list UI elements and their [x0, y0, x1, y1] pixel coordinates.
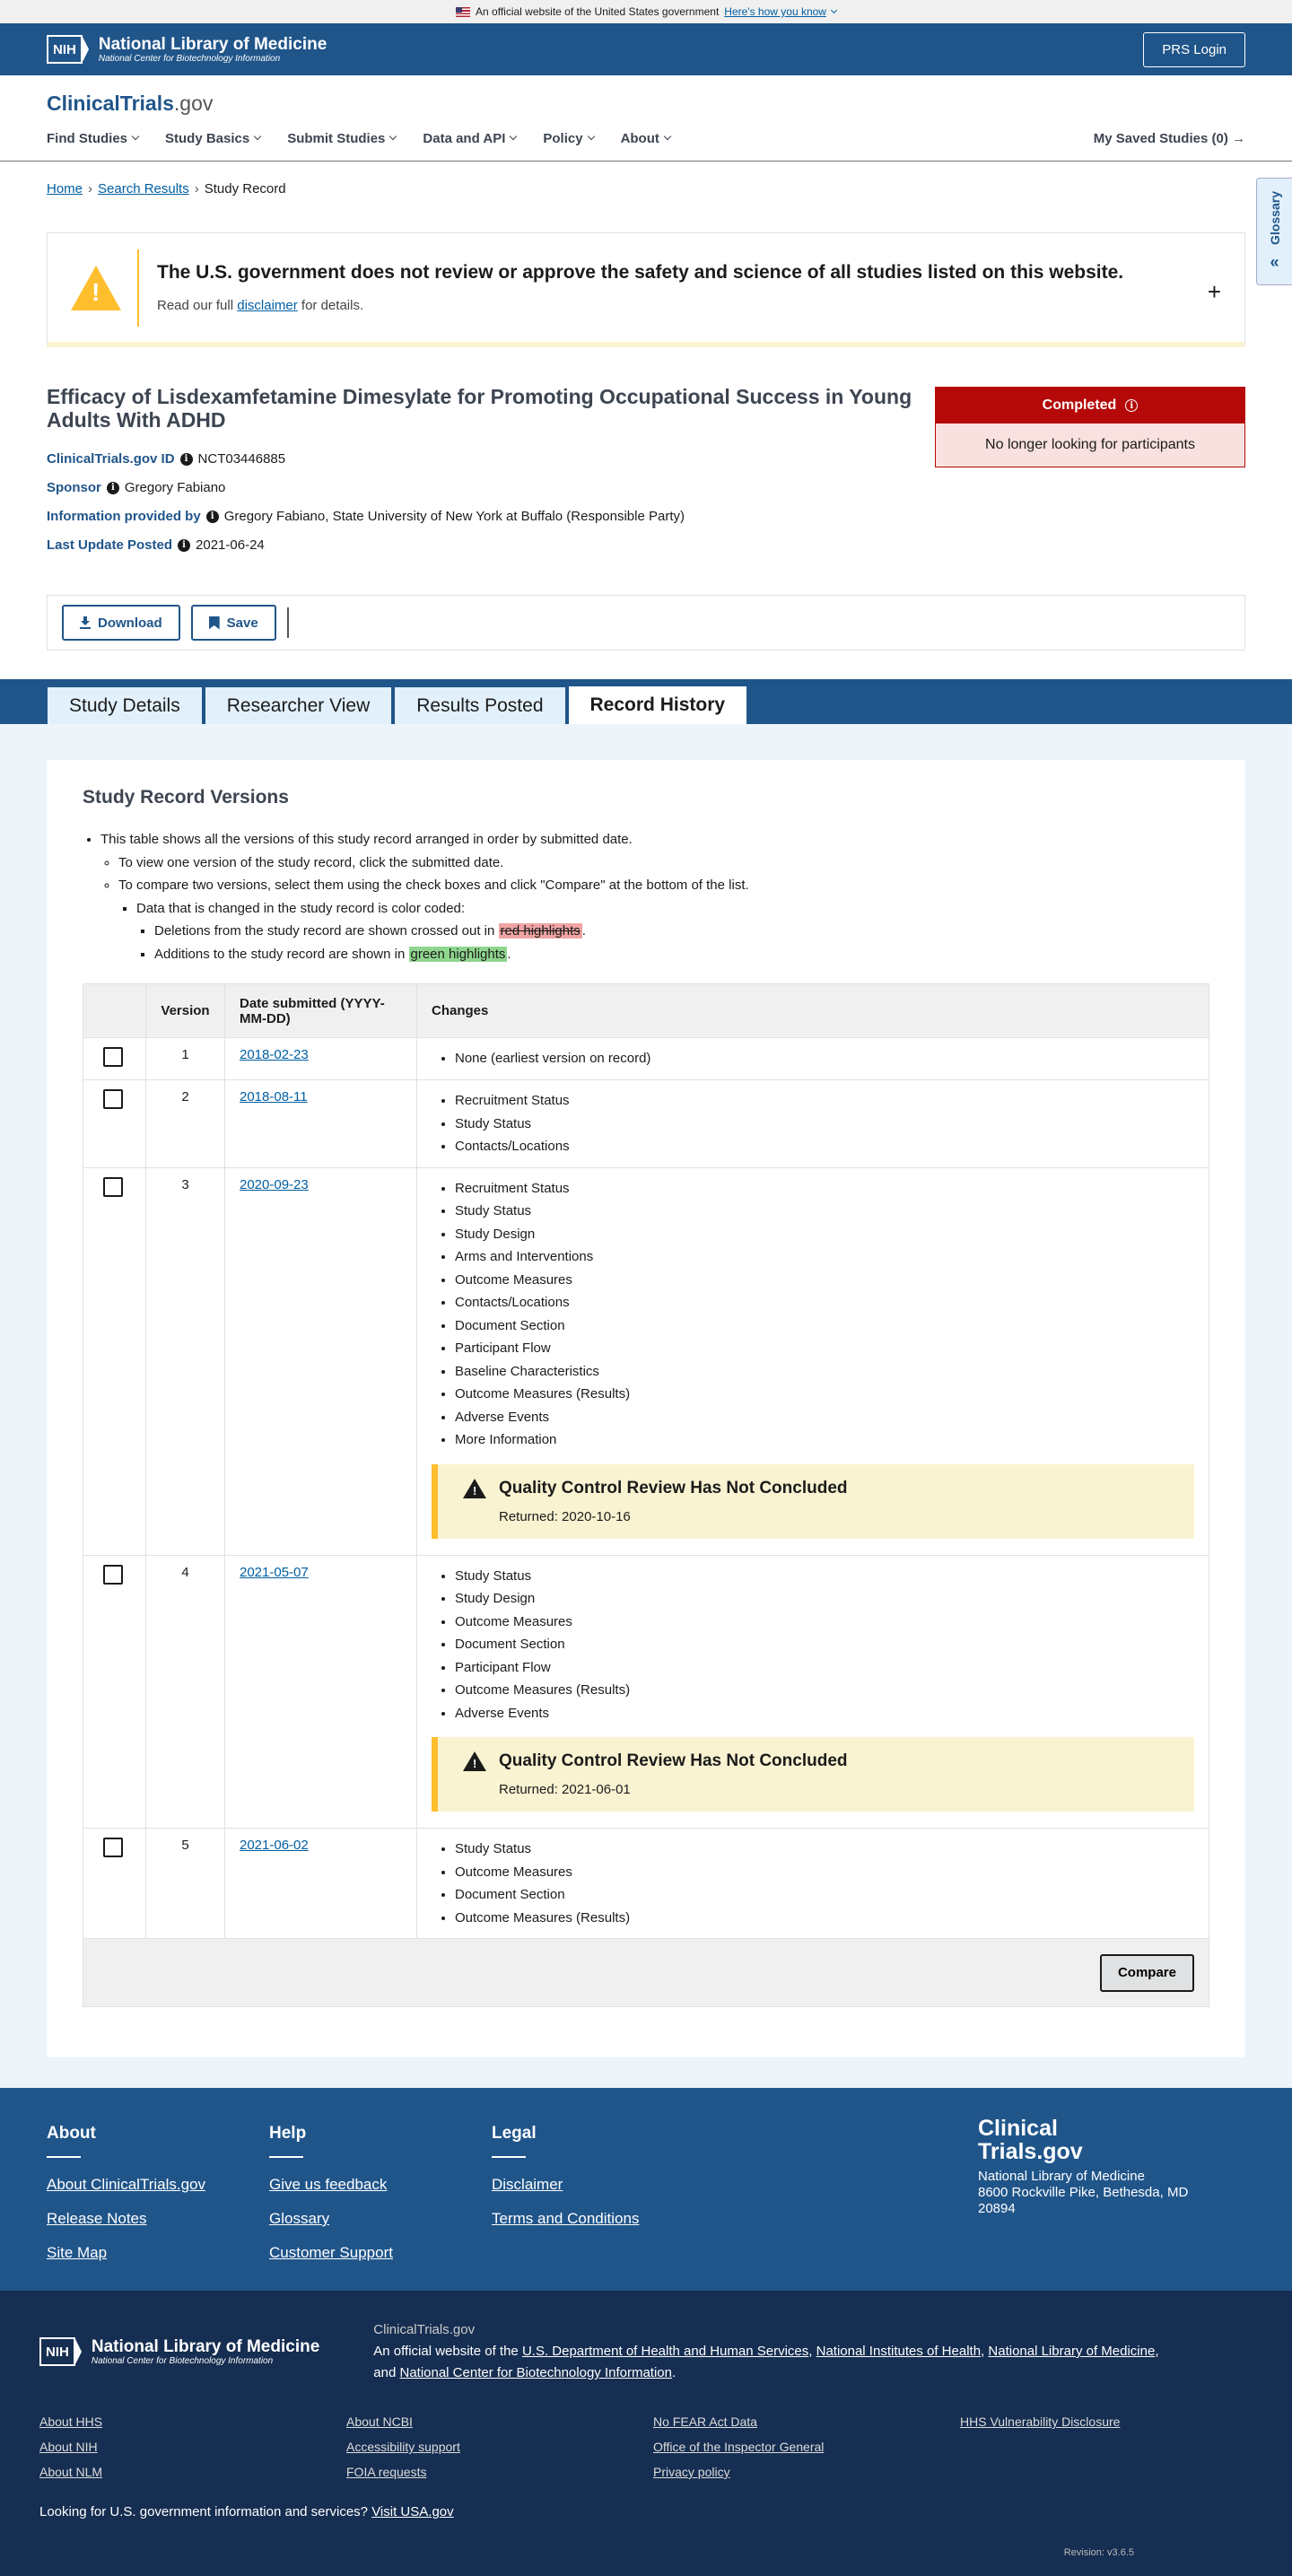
- nih-logo-icon: NIH: [39, 2337, 75, 2366]
- glossary-label: Glossary: [1267, 190, 1282, 245]
- col-version: Version: [146, 984, 225, 1038]
- clinicaltrials-logo[interactable]: [47, 92, 1245, 116]
- nav-data-and-api[interactable]: [423, 131, 516, 146]
- status-label: Completed: [1042, 397, 1117, 413]
- col-date: Date submitted (YYYY-MM-DD): [225, 984, 417, 1038]
- qc-title: Quality Control Review Has Not Concluded: [499, 1478, 848, 1498]
- nih-link[interactable]: National Institutes of Health: [816, 2344, 982, 2359]
- version-checkbox[interactable]: [103, 1838, 123, 1857]
- bookmark-icon: [209, 616, 220, 630]
- nlm-subtitle: National Center for Biotechnology Information: [98, 53, 281, 64]
- tab-study-details[interactable]: Study Details: [47, 686, 203, 724]
- nav-label: Policy: [543, 130, 583, 146]
- date-cell: [225, 1829, 417, 1939]
- nav-submit-studies[interactable]: [287, 131, 396, 146]
- divider: [287, 607, 289, 638]
- change-item: • Contacts/Locations: [455, 1291, 1194, 1314]
- prs-login-button[interactable]: PRS Login: [1143, 32, 1245, 67]
- change-item: • Document Section: [455, 1633, 1194, 1656]
- info-icon[interactable]: i: [206, 511, 219, 523]
- changes-list: [432, 1177, 1194, 1452]
- note: ◦ To view one version of the study record, click the submitted date.: [118, 851, 1209, 875]
- footer-legal: [492, 2124, 714, 2255]
- footer-link[interactable]: Release Notes: [47, 2210, 147, 2227]
- chevron-down-icon: [664, 133, 671, 140]
- agency-link[interactable]: Office of the Inspector General: [653, 2440, 825, 2454]
- change-item: • Recruitment Status: [455, 1089, 1194, 1113]
- status-note: No longer looking for participants: [936, 424, 1244, 467]
- change-item: • Outcome Measures: [455, 1861, 1194, 1884]
- breadcrumb: [47, 181, 1245, 196]
- agency-link[interactable]: Privacy policy: [653, 2465, 730, 2479]
- heres-how-you-know-link[interactable]: Here's how you know: [724, 5, 826, 18]
- action-bar: [47, 595, 1245, 651]
- change-item: • Study Design: [455, 1587, 1194, 1611]
- chevron-down-icon: [254, 133, 261, 140]
- usa-text: Looking for U.S. government information and services?: [39, 2504, 369, 2519]
- version-checkbox[interactable]: [103, 1177, 123, 1197]
- info-icon[interactable]: i: [1125, 399, 1138, 412]
- address-line: 8600 Rockville Pike, Bethesda, MD: [978, 2185, 1189, 2200]
- changes-cell: [417, 1038, 1209, 1080]
- hhs-link[interactable]: U.S. Department of Health and Human Services: [521, 2344, 809, 2359]
- brand-line: Trials.gov: [978, 2139, 1083, 2164]
- note-text: Deletions from the study record are shown crossed out in: [154, 923, 495, 939]
- footer-link[interactable]: About ClinicalTrials.gov: [47, 2176, 205, 2193]
- last-update-value: 2021-06-24: [196, 537, 265, 553]
- chevron-down-icon: [831, 6, 837, 13]
- changes-cell: [417, 1555, 1209, 1829]
- site-header: [0, 75, 1292, 162]
- change-item: • Contacts/Locations: [455, 1135, 1194, 1158]
- nav-label: Study Basics: [165, 130, 250, 146]
- version-checkbox[interactable]: [103, 1089, 123, 1109]
- provided-by-value: Gregory Fabiano, State University of New York at Buffalo (Responsible Party): [223, 509, 685, 524]
- agency-link[interactable]: About NIH: [39, 2440, 98, 2454]
- nav-label: About: [620, 130, 659, 146]
- nlm-title: National Library of Medicine: [91, 2336, 320, 2356]
- divider: [137, 249, 139, 327]
- select-cell: [83, 1167, 146, 1555]
- nih-logo-icon: NIH: [47, 35, 83, 64]
- changes-cell: [417, 1080, 1209, 1168]
- disclaimer-suffix: for details.: [301, 298, 364, 313]
- gov-banner: [0, 0, 1292, 23]
- last-update-label: Last Update Posted: [47, 537, 173, 553]
- logo-suffix: .gov: [173, 92, 214, 115]
- nlm-link[interactable]: National Library of Medicine: [988, 2344, 1156, 2359]
- agency-link[interactable]: FOIA requests: [346, 2465, 427, 2479]
- info-icon[interactable]: i: [178, 539, 190, 552]
- qc-returned: Returned: 2020-10-16: [499, 1508, 631, 1524]
- version-date-link[interactable]: 2021-05-07: [240, 1564, 309, 1580]
- status-box: [935, 387, 1245, 467]
- footer-heading: About: [47, 2124, 96, 2143]
- footer-about: [47, 2124, 269, 2261]
- note: • This table shows all the versions of this study record arranged in order by submitted date.: [100, 828, 1209, 851]
- footer-link[interactable]: Glossary: [269, 2210, 330, 2227]
- agency-text: An official website of the: [373, 2344, 519, 2359]
- status-badge: [936, 388, 1244, 424]
- change-item: • None (earliest version on record): [455, 1047, 1194, 1070]
- usa-gov-link[interactable]: Visit USA.gov: [371, 2504, 454, 2519]
- my-saved-studies-link[interactable]: My Saved Studies (0) →: [1093, 130, 1245, 146]
- date-cell: [225, 1038, 417, 1080]
- change-item: • Document Section: [455, 1883, 1194, 1907]
- qc-title: Quality Control Review Has Not Concluded: [499, 1751, 848, 1770]
- version-number: 3: [146, 1167, 225, 1555]
- agency-links: [39, 2414, 1253, 2479]
- versions-notes: [83, 828, 1209, 965]
- table-row: [83, 1038, 1209, 1080]
- versions-card: [47, 760, 1245, 2057]
- nlm-title: National Library of Medicine: [98, 34, 327, 54]
- agency-site: ClinicalTrials.gov: [373, 2322, 476, 2337]
- select-cell: [83, 1038, 146, 1080]
- agency-link[interactable]: About NCBI: [346, 2414, 413, 2429]
- address-line: 20894: [978, 2201, 1016, 2216]
- chevron-double-left-icon: «: [1270, 253, 1279, 272]
- sponsor-value: Gregory Fabiano: [124, 480, 226, 495]
- brand-line: Clinical: [978, 2116, 1058, 2141]
- versions-section: [0, 724, 1292, 2088]
- change-item: • Adverse Events: [455, 1406, 1194, 1429]
- chevron-down-icon: [587, 133, 594, 140]
- changes-cell: [417, 1829, 1209, 1939]
- breadcrumb-separator: ›: [194, 181, 199, 196]
- qc-returned: Returned: 2021-06-01: [499, 1782, 631, 1797]
- info-icon[interactable]: i: [107, 482, 119, 494]
- warning-icon: !: [463, 1479, 486, 1498]
- nlm-header: [0, 23, 1292, 75]
- disclaimer-link[interactable]: disclaimer: [237, 298, 298, 313]
- changes-list: [432, 1089, 1194, 1158]
- table-row: [83, 1167, 1209, 1555]
- qc-alert: [432, 1737, 1194, 1812]
- nav-label: Submit Studies: [287, 130, 386, 146]
- col-select: [83, 984, 146, 1038]
- nav-label: Data and API: [423, 130, 506, 146]
- note-deletions: [154, 920, 1209, 943]
- table-row: [83, 1829, 1209, 1939]
- note: ◦ To compare two versions, select them using the check boxes and click "Compare" at the bottom of the list.: [118, 874, 1209, 897]
- date-cell: [225, 1167, 417, 1555]
- gov-banner-text: An official website of the United States government: [476, 5, 720, 18]
- disclaimer-title: The U.S. government does not review or approve the safety and science of all studies listed on this website.: [157, 262, 1124, 283]
- footer-link[interactable]: Disclaimer: [492, 2176, 563, 2193]
- change-item: • Study Status: [455, 1838, 1194, 1861]
- nav-about[interactable]: [621, 131, 670, 146]
- agency-text: and: [373, 2365, 397, 2380]
- note-text: .: [581, 923, 586, 939]
- download-label: Download: [98, 615, 162, 631]
- agency-link[interactable]: About NLM: [39, 2465, 103, 2479]
- change-item: • More Information: [455, 1428, 1194, 1452]
- change-item: • Document Section: [455, 1314, 1194, 1338]
- changes-list: [432, 1565, 1194, 1725]
- version-number: 2: [146, 1080, 225, 1168]
- main-nav: [47, 116, 1245, 161]
- agency-link[interactable]: No FEAR Act Data: [653, 2414, 757, 2429]
- logo-main: ClinicalTrials: [47, 92, 174, 115]
- nav-find-studies[interactable]: [47, 131, 138, 146]
- version-date-link[interactable]: 2018-02-23: [240, 1047, 309, 1062]
- date-cell: [225, 1080, 417, 1168]
- save-label: Save: [226, 615, 258, 631]
- glossary-tab[interactable]: [1256, 178, 1292, 285]
- agency-link[interactable]: Accessibility support: [346, 2440, 460, 2454]
- save-button[interactable]: [191, 605, 276, 641]
- footer-brand[interactable]: [978, 2117, 1220, 2163]
- changes-list: [432, 1838, 1194, 1929]
- select-cell: [83, 1080, 146, 1168]
- compare-row: [83, 1939, 1209, 2007]
- us-flag-icon: [456, 7, 470, 17]
- sponsor-label: Sponsor: [47, 480, 101, 495]
- info-icon[interactable]: i: [180, 453, 193, 466]
- nav-label: Find Studies: [47, 130, 127, 146]
- change-item: • Study Design: [455, 1223, 1194, 1246]
- versions-table: [83, 983, 1209, 2007]
- tab-record-history[interactable]: Record History: [568, 683, 748, 724]
- chevron-down-icon: [389, 133, 397, 140]
- change-item: • Adverse Events: [455, 1702, 1194, 1725]
- green-highlight-sample: green highlights: [410, 946, 506, 962]
- version-number: 5: [146, 1829, 225, 1939]
- download-icon: [80, 616, 91, 629]
- revision: Revision: v3.6.5: [1063, 2547, 1134, 2558]
- footer-heading: Legal: [492, 2124, 537, 2143]
- version-date-link[interactable]: 2018-08-11: [240, 1089, 308, 1105]
- change-item: • Participant Flow: [455, 1337, 1194, 1360]
- changes-list: [432, 1047, 1194, 1070]
- change-item: • Outcome Measures: [455, 1611, 1194, 1634]
- ncbi-link[interactable]: National Center for Biotechnology Information: [399, 2365, 672, 2380]
- study-header: [47, 385, 1245, 566]
- change-item: • Study Status: [455, 1565, 1194, 1588]
- select-cell: [83, 1555, 146, 1829]
- footer: [0, 2088, 1292, 2291]
- tab-results-posted[interactable]: Results Posted: [394, 686, 565, 724]
- red-highlight-sample: red highlights: [500, 923, 581, 939]
- qc-alert: [432, 1464, 1194, 1539]
- change-item: • Outcome Measures (Results): [455, 1907, 1194, 1930]
- version-date-link[interactable]: 2021-06-02: [240, 1838, 309, 1853]
- select-cell: [83, 1829, 146, 1939]
- expand-plus-icon[interactable]: +: [1207, 278, 1221, 305]
- chevron-down-icon: [510, 133, 517, 140]
- study-id: NCT03446885: [197, 451, 286, 467]
- download-button[interactable]: [62, 605, 180, 641]
- version-checkbox[interactable]: [103, 1047, 123, 1067]
- change-item: • Outcome Measures (Results): [455, 1383, 1194, 1406]
- agency-info: ClinicalTrials.gov An official website of the U.S. Department of Health and Human Services, National Institutes of Health, National Library of Medicine, and National Center for Biotechnology Information.: [373, 2319, 1158, 2384]
- provided-by-label: Information provided by: [47, 509, 201, 524]
- changes-cell: [417, 1167, 1209, 1555]
- note-text: .: [507, 946, 511, 962]
- change-item: • Outcome Measures: [455, 1269, 1194, 1292]
- change-item: • Baseline Characteristics: [455, 1360, 1194, 1384]
- breadcrumb-search-results[interactable]: Search Results: [98, 181, 189, 196]
- usa-gov-line: [39, 2504, 1253, 2519]
- date-cell: [225, 1555, 417, 1829]
- versions-heading: Study Record Versions: [83, 787, 289, 808]
- breadcrumb-separator: ›: [88, 181, 93, 196]
- address-line: National Library of Medicine: [978, 2169, 1145, 2184]
- disclaimer-banner: [47, 232, 1245, 347]
- table-row: [83, 1555, 1209, 1829]
- change-item: • Arms and Interventions: [455, 1245, 1194, 1269]
- nlm-logo[interactable]: [39, 2319, 319, 2384]
- note: ▪ Data that is changed in the study record is color coded:: [136, 897, 1209, 921]
- tab-researcher-view[interactable]: Researcher View: [205, 686, 393, 724]
- id-label: ClinicalTrials.gov ID: [47, 451, 175, 467]
- tab-bar: [0, 679, 1292, 724]
- col-changes: Changes: [417, 984, 1209, 1038]
- nlm-logo[interactable]: [47, 35, 327, 64]
- change-item: • Participant Flow: [455, 1656, 1194, 1680]
- nav-study-basics[interactable]: [165, 131, 260, 146]
- note-additions: [154, 943, 1209, 966]
- version-number: 1: [146, 1038, 225, 1080]
- footer-heading: Help: [269, 2124, 307, 2143]
- footer-address: [978, 2117, 1220, 2217]
- study-meta: [47, 451, 926, 553]
- footer-link[interactable]: Site Map: [47, 2244, 108, 2261]
- change-item: • Study Status: [455, 1113, 1194, 1136]
- disclaimer-text: [157, 298, 1123, 313]
- agency-footer: [0, 2291, 1292, 2576]
- compare-button[interactable]: Compare: [1100, 1954, 1194, 1992]
- empty-cell: [960, 2440, 1267, 2454]
- warning-icon: !: [71, 266, 121, 310]
- disclaimer-prefix: Read our full: [157, 298, 234, 313]
- version-number: 4: [146, 1555, 225, 1829]
- footer-link[interactable]: Customer Support: [269, 2244, 393, 2261]
- change-item: • Outcome Measures (Results): [455, 1679, 1194, 1702]
- footer-link[interactable]: Give us feedback: [269, 2176, 388, 2193]
- change-item: • Study Status: [455, 1200, 1194, 1223]
- breadcrumb-current: Study Record: [204, 181, 286, 196]
- agency-link[interactable]: HHS Vulnerability Disclosure: [960, 2414, 1121, 2429]
- footer-link[interactable]: Terms and Conditions: [492, 2210, 640, 2227]
- study-title: Efficacy of Lisdexamfetamine Dimesylate for Promoting Occupational Success in Young Adults With ADHD: [47, 385, 912, 432]
- change-item: • Recruitment Status: [455, 1177, 1194, 1201]
- chevron-down-icon: [132, 133, 139, 140]
- version-checkbox[interactable]: [103, 1565, 123, 1585]
- nav-policy[interactable]: [543, 131, 593, 146]
- warning-icon: !: [463, 1751, 486, 1771]
- note-text: Additions to the study record are shown in: [154, 946, 406, 962]
- table-row: [83, 1080, 1209, 1168]
- nlm-subtitle: National Center for Biotechnology Information: [91, 2355, 274, 2366]
- version-date-link[interactable]: 2020-09-23: [240, 1176, 309, 1192]
- footer-help: [269, 2124, 492, 2261]
- agency-link[interactable]: About HHS: [39, 2414, 103, 2429]
- breadcrumb-home[interactable]: Home: [47, 181, 83, 196]
